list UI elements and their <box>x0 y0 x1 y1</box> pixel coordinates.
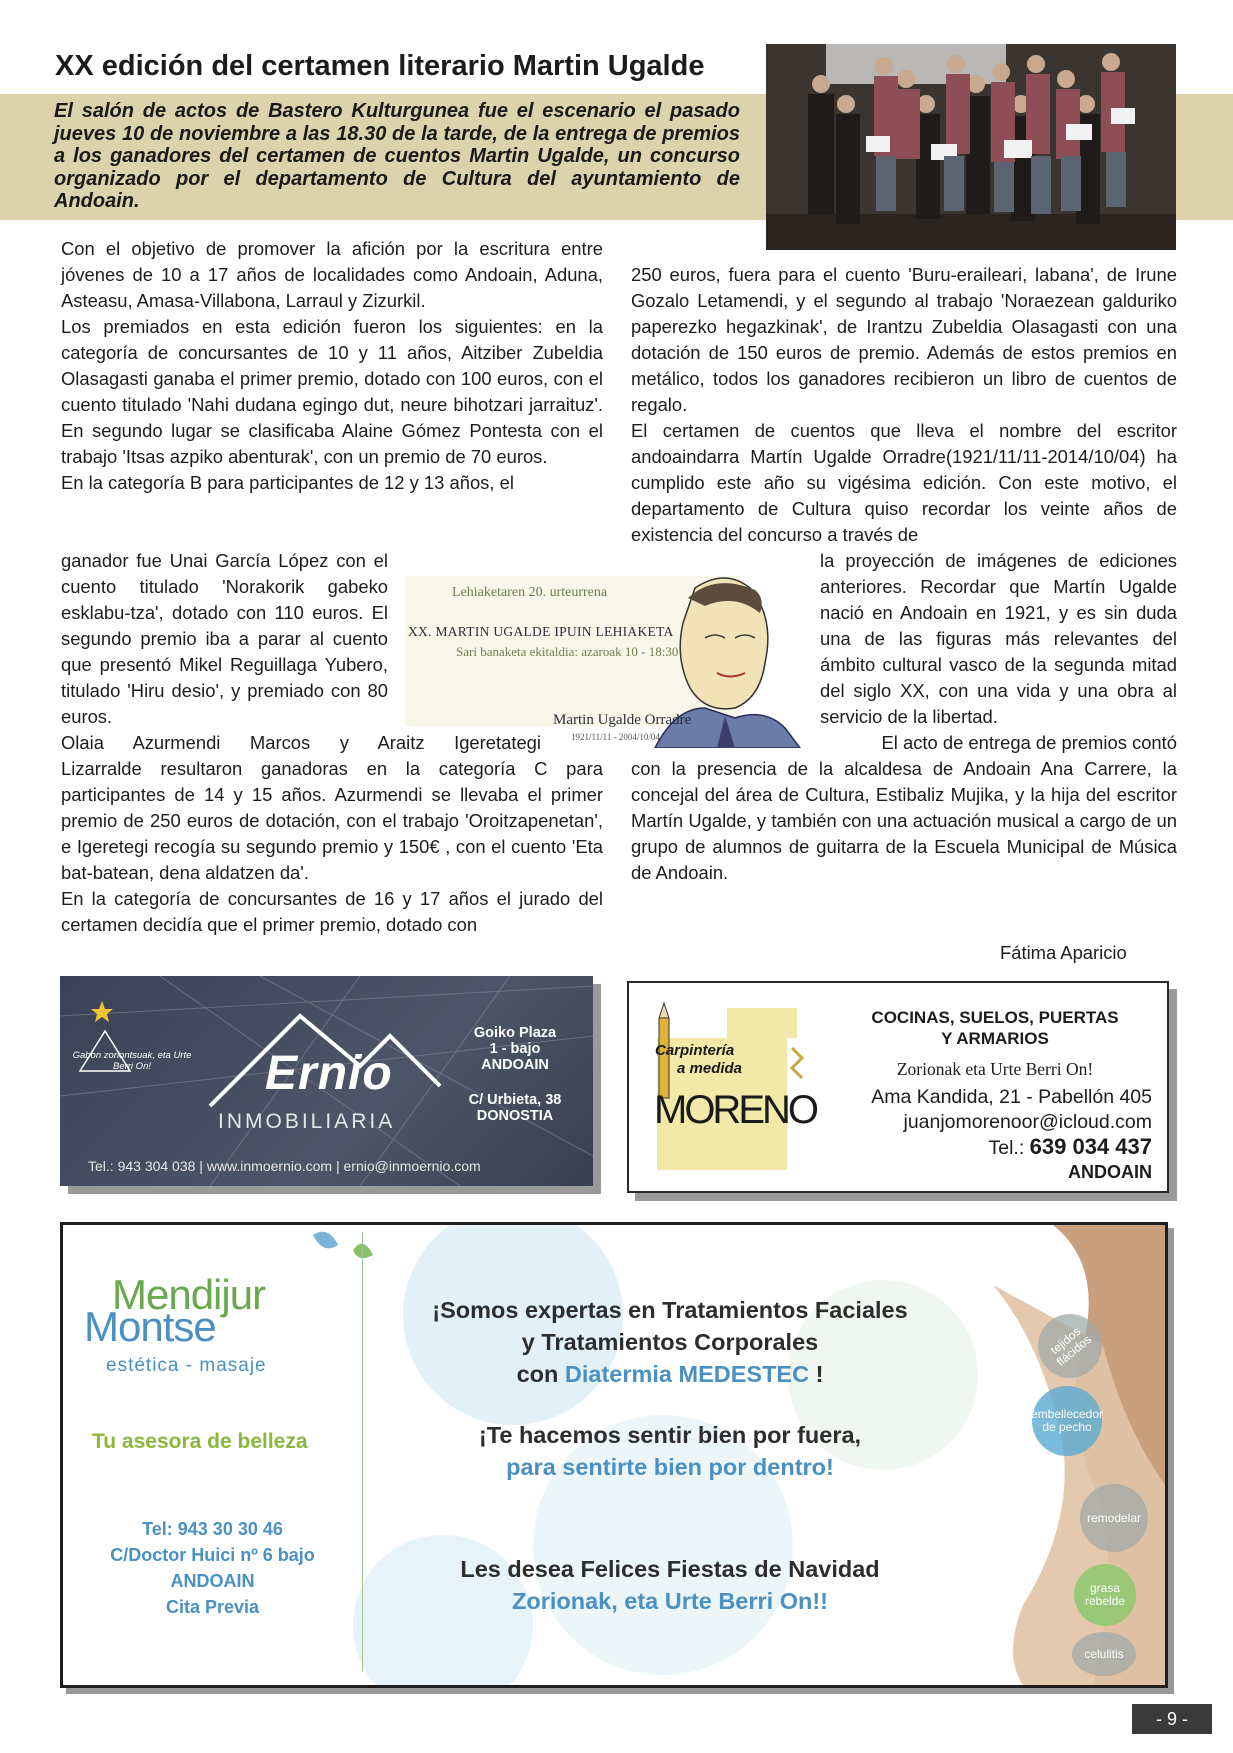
article-lead: El salón de actos de Bastero Kulturgunea fue el escenario el pasado jueves 10 de noviembre a las 18.30 de la tarde, de la entrega de premios a los ganadores del certamen de cuentos Martin Ugalde, un concurso organizado por el departamento de Cultura del ayuntamiento de Andoain. <box>54 100 740 212</box>
mendijur-brand-name-2: Montse <box>84 1303 216 1350</box>
right-wrap-text: la proyección de imágenes de ediciones anteriores. Recordar que Martín Ugalde nació en Andoain en 1921, y es sin duda una de las figuras más relevantes del ámbito cultural vasco de la segunda mitad del siglo XX, con una vida y una obra al servicio de la libertad. <box>820 550 1177 727</box>
mendijur-greeting <box>380 1553 960 1617</box>
mendijur-tagline: Tu asesora de belleza <box>92 1430 308 1453</box>
moreno-phone[interactable] <box>820 1134 1152 1160</box>
moreno-logo-word: MORENO <box>654 1088 816 1132</box>
left-bottom-text <box>61 756 603 938</box>
bubble-label: remodelar <box>1080 1484 1148 1552</box>
right-bottom-text: con la presencia de la alcaldesa de Andoain Ana Carrere, la concejal del área de Cultura, Estibaliz Mujika, y la hija del escritor Martín Ugalde, y también con una actuación musical a cargo de un grupo de alumnos de guitarra de la Escuela Municipal de Música de Andoain. <box>631 758 1177 883</box>
bubble-label: embellecedor de pecho <box>1032 1386 1102 1456</box>
mendijur-bubbles <box>958 1226 1158 1678</box>
paragraph: El certamen de cuentos que lleva el nombre del escritor andoaindarra Martín Ugalde Orradre(1921/11/11-2014/10/04) ha cumplido este año su vigésima edición. Con este motivo, el departamento de Cultura quiso recordar los veinte años de existencia del concurso a través de <box>631 420 1177 545</box>
right-line-a: El acto de entrega de premios contó <box>881 732 1177 753</box>
paragraph: 250 euros, fuera para el cuento 'Buru-eraileari, labana', de Irune Gozalo Letamendi, y el segundo al trabajo 'Noraezean galduriko paperezko hegazkinak', de Irantzu Zubeldia Olasagasti con una dotación de 150 euros de premio. Además de estos premios en metálico, todos los ganadores recibieron un libro de cuentos de regalo. <box>631 264 1177 415</box>
address-line: Goiko Plaza <box>473 1025 557 1041</box>
contact-address: C/Doctor Huici nº 6 bajo <box>110 1545 315 1565</box>
contact-note: Cita Previa <box>165 1597 260 1617</box>
poster-subtitle: Lehiaketaren 20. urteurrena <box>452 585 608 600</box>
carpinteria-line: Carpintería <box>655 1042 735 1059</box>
paragraph: Con el objetivo de promover la afición por la escritura entre jóvenes de 10 a 17 años de localidades como Andoain, Aduna, Asteasu, Amasa-Villabona, Larraul y Zizurkil. <box>61 238 603 311</box>
poster-name: Martin Ugalde Orradre <box>553 712 692 728</box>
mendijur-brand-name: Mendijur <box>112 1271 266 1318</box>
headline-line: y Tratamientos Corporales <box>521 1329 819 1355</box>
ernio-logo: Ernio <box>265 1047 393 1100</box>
author: Fátima Aparicio <box>1000 942 1127 963</box>
address-line: C/ Urbieta, 38 <box>468 1092 562 1108</box>
moreno-pencil-graphic <box>647 998 830 1170</box>
award-photo-graphic <box>766 44 1176 250</box>
moreno-greeting: Zorionak eta Urte Berri On! <box>896 1059 1094 1079</box>
page-number: - 9 - <box>1132 1704 1212 1734</box>
moreno-heading <box>830 1007 1160 1049</box>
poster-title: XX. MARTIN UGALDE IPUIN LEHIAKETA <box>408 624 674 639</box>
ernio-address-donostia <box>435 1092 595 1124</box>
paragraph: Lizarralde resultaron ganadoras en la categoría C para participantes de 14 y 15 años. Azurmendi se llevaba el primer premio de 250 euros de dotación, con el trabajo 'Oroitzapenetan', e Igeretegi recogía su segundo premio y 150€ , con el cuento 'Eta bat-batean, dena aldatzen da'. <box>61 758 603 883</box>
heading-line: COCINAS, SUELOS, PUERTAS <box>871 1008 1119 1027</box>
headline-line <box>380 1358 960 1390</box>
left-column <box>61 236 603 496</box>
paragraph: Los premiados en esta edición fueron los siguientes: en la categoría de concursantes de 10 y 11 años, Aitziber Zubeldia Olasagasti ganaba el primer premio, dotado con 100 euros, con el cuento titulado 'Nahi dudana egingo dut, neure bihotzari jarraituz'. En segundo lugar se clasificaba Alaine Gómez Pontesta con el trabajo 'Itsas azpiko abenturak', con un premio de 70 euros. <box>61 316 603 467</box>
mendijur-headline <box>380 1294 960 1390</box>
poster-event: Sari banaketa ekitaldia: azaroak 10 - 18:30 <box>456 644 679 659</box>
address-line: 1 - bajo <box>489 1041 541 1057</box>
left-line-c: Olaia Azurmendi Marcos y Araitz Igeretategi <box>61 732 541 753</box>
address-line: DONOSTIA <box>476 1108 554 1124</box>
bubble-label: grasa rebelde <box>1074 1564 1136 1626</box>
ernio-subtitle: INMOBILIARIA <box>218 1110 396 1133</box>
contact-town: ANDOAIN <box>170 1571 255 1591</box>
address-line: ANDOAIN <box>481 1057 549 1073</box>
headline-line: ¡Somos expertas en Tratamientos Faciales <box>432 1297 908 1323</box>
moreno-address: Ama Kandida, 21 - Pabellón 405 <box>871 1086 1152 1108</box>
article-title: XX edición del certamen literario Martin Ugalde <box>55 50 705 82</box>
right-column <box>631 262 1177 548</box>
bubble-label: celulitis <box>1072 1632 1136 1676</box>
mendijur-slogan <box>380 1419 960 1483</box>
greeting-line: Zorionak, eta Urte Berri On!! <box>512 1588 828 1614</box>
ernio-contact-footer[interactable]: Tel.: 943 304 038 | www.inmoernio.com | ernio@inmoernio.com <box>88 1158 481 1174</box>
moreno-logo-panel <box>647 998 830 1170</box>
phone-label: Tel.: <box>988 1137 1030 1159</box>
contact-phone[interactable]: Tel: 943 30 30 46 <box>142 1519 283 1539</box>
moreno-town: ANDOAIN <box>1068 1162 1152 1182</box>
headline-part: ! <box>809 1361 824 1387</box>
carpinteria-line: a medida <box>677 1060 743 1077</box>
paragraph: En la categoría B para participantes de 12 y 13 años, el <box>61 472 514 493</box>
bubble-label: tejidos flácidos <box>1025 1301 1115 1391</box>
greeting-line: Les desea Felices Fiestas de Navidad <box>460 1556 880 1582</box>
headline-part: con <box>516 1361 565 1387</box>
ernio-greeting: Gabon zoriontsuak, eta Urte Berri On! <box>72 1050 192 1072</box>
slogan-line: para sentirte bien por dentro! <box>506 1454 834 1480</box>
headline-brand: Diatermia MEDESTEC <box>564 1361 810 1387</box>
mendijur-contact <box>60 1516 365 1620</box>
slogan-line: ¡Te hacemos sentir bien por fuera, <box>478 1422 862 1448</box>
mendijur-subtitle: estética - masaje <box>106 1355 267 1376</box>
poster-dates: 1921/11/11 - 2004/10/04 <box>571 732 660 742</box>
moreno-email[interactable]: juanjomorenoor@icloud.com <box>903 1111 1152 1133</box>
award-photo <box>766 44 1176 250</box>
phone-number: 639 034 437 <box>1029 1134 1152 1159</box>
paragraph: En la categoría de concursantes de 16 y 17 años el jurado del certamen decidía que el primer premio, dotado con <box>61 888 603 935</box>
left-wrap-text: ganador fue Unai García López con el cuento titulado 'Norakorik gabeko esklabu-tza', dotado con 110 euros. El segundo premio iba a parar al cuento que presentó Mikel Reguillaga Yubero, titulado 'Hiru desio', y premiado con 80 euros. <box>61 550 388 727</box>
ernio-address-andoain <box>435 1025 595 1073</box>
heading-line: Y ARMARIOS <box>941 1029 1049 1048</box>
moreno-carpinteria <box>655 1042 742 1078</box>
